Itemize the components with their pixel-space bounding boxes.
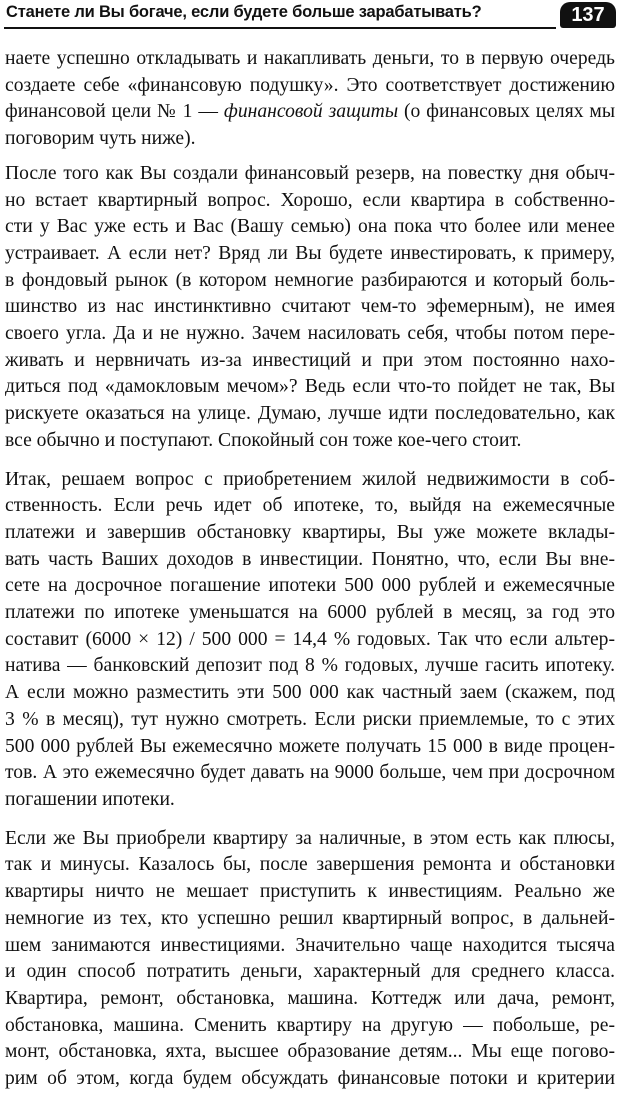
text-line (5, 99, 615, 126)
text-span: (о финансовых целях мы (398, 101, 615, 123)
text-line: монт, обстановка, яхта, высшее образование детям... Мы еще погово- (5, 1041, 615, 1063)
paragraph-3 (5, 467, 615, 814)
text-line: устраивает. А если нет? Вряд ли Вы будете инвестировать, к примеру, (5, 242, 615, 264)
italic-term: финансовой защиты (223, 101, 399, 123)
header-rule (4, 27, 556, 29)
text-line: тов. А это ежемесячно будет давать на 9000 больше, чем при досрочном (5, 762, 615, 784)
text-line: платежи по ипотеке уменьшатся на 6000 рублей в месяц, за год это (5, 602, 615, 624)
running-header (0, 0, 620, 30)
text-line: шинство из нас инстинктивно считают чем-то эфемерным), не имея (5, 296, 615, 318)
text-line: все обычно и поступают. Спокойный сон тоже кое-чего стоит. (5, 429, 522, 451)
text-line: погашении ипотеки. (5, 788, 175, 810)
text-line: обстановка, машина. Сменить квартиру на другую — побольше, ре- (5, 1014, 615, 1036)
text-line: и один способ потратить деньги, характерный для среднего класса. (5, 961, 615, 983)
text-line: После того как Вы создали финансовый резерв, на повестку дня обыч- (5, 162, 615, 184)
text-line: платежи и завершив обстановку квартиры, Вы уже можете вклады- (5, 521, 615, 543)
text-line: живать и нервничать из-за инвестиций и при этом постоянно нахо- (5, 349, 615, 371)
paragraph-2 (5, 161, 615, 455)
text-line: но встает квартирный вопрос. Хорошо, если квартира в собственно- (5, 189, 615, 211)
text-line: наете успешно откладывать и накапливать деньги, то в первую очередь (5, 48, 615, 69)
text-line: 500 000 рублей Вы ежемесячно можете получать 15 000 в виде процен- (5, 735, 615, 757)
text-line: диться под «дамокловым мечом»? Ведь если что-то пойдет не так, Вы (5, 376, 615, 398)
text-line: вать часть Ваших доходов в инвестиции. Понятно, что, если Вы вне- (5, 548, 615, 570)
text-line: Квартира, ремонт, обстановка, машина. Коттедж или дача, ремонт, (5, 987, 615, 1009)
text-line: ственность. Если речь идет об ипотеке, то, выйдя на ежемесячные (5, 495, 615, 517)
text-line: рискуете оказаться на улице. Думаю, лучше идти последовательно, как (5, 403, 615, 425)
text-line: своего угла. Да и не нужно. Зачем насиловать себя, чтобы потом пере- (5, 323, 615, 345)
text-line: шем занимаются инвестициями. Значительно чаще находится тысяча (5, 934, 615, 956)
text-span: финансовой цели № 1 — (5, 101, 224, 123)
text-line: немногие из тех, кто успешно решил квартирный вопрос, в дальней- (5, 907, 615, 929)
text-line: Итак, решаем вопрос с приобретением жилой недвижимости в соб- (5, 468, 615, 490)
text-line: составит (6000 × 12) / 500 000 = 14,4 % годовых. Так что если альтер- (5, 628, 615, 650)
text-line: поговорим чуть ниже). (5, 128, 196, 150)
text-line: создаете себе «финансовую подушку». Это соответствует достижению (5, 74, 615, 96)
text-line: сти у Вас уже есть и Вас (Вашу семью) она пока что более или менее (5, 216, 615, 238)
paragraph-4 (5, 826, 615, 1093)
chapter-title: Станете ли Вы богаче, если будете больше зарабатывать? (6, 3, 482, 21)
text-line: рим об этом, когда будем обсуждать финансовые потоки и критерии (5, 1068, 615, 1090)
text-line: Если же Вы приобрели квартиру за наличные, в этом есть как плюсы, (5, 827, 615, 849)
text-line: квартиры ничто не мешает приступить к инвестициям. Реально же (5, 881, 615, 903)
text-line: в фондовый рынок (в котором немногие разбираются и который боль- (5, 269, 615, 291)
text-line: натива — банковский депозит под 8 % годовых, лучше гасить ипотеку. (5, 655, 615, 677)
text-line: так и минусы. Казалось бы, после завершения ремонта и обстановки (5, 854, 615, 876)
text-line: 3 % в месяц), тут нужно смотреть. Если риски приемлемые, то с этих (5, 708, 615, 730)
text-line: сете на досрочное погашение ипотеки 500 000 рублей и ежемесячные (5, 575, 615, 597)
text-line: А если можно разместить эти 500 000 как частный заем (скажем, под (5, 682, 615, 704)
paragraph-1 (5, 46, 615, 153)
page-number: 137 (560, 2, 616, 28)
page-body (5, 46, 615, 1105)
